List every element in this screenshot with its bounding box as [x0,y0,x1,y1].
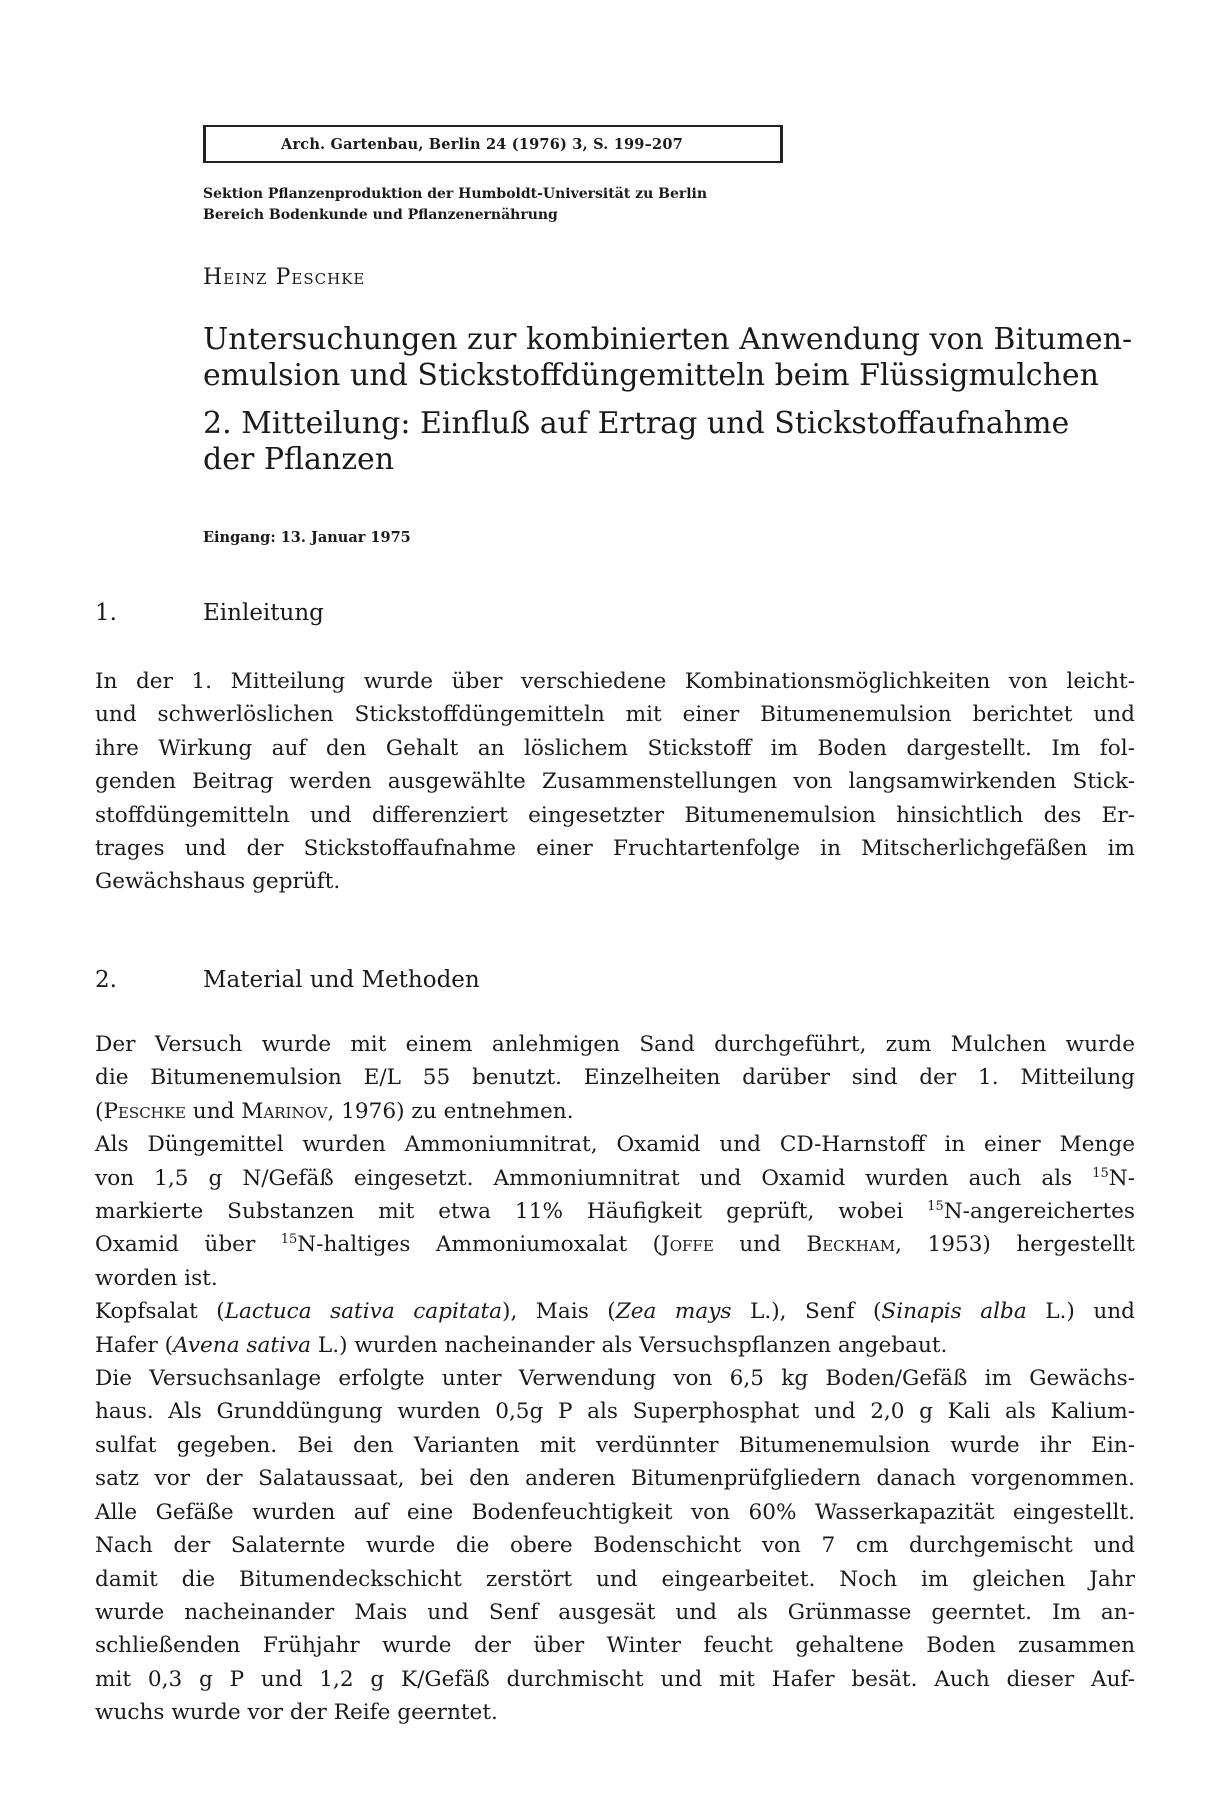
text-line: wuchs wurde vor der Reife geerntet. [95,1700,498,1726]
text-line: damit die Bitumendeckschicht zerstört und eingearbeitet. Noch im gleichen Jahr [95,1566,1135,1592]
text-line: Nach der Salaternte wurde die obere Bodenschicht von 7 cm durchgemischt und [95,1533,1135,1559]
text-line: satz vor der Salataussaat, bei den anderen Bitumenprüfgliedern danach vorgenommen. [95,1466,1135,1492]
text-line: Die Versuchsanlage erfolgte unter Verwendung von 6,5 kg Boden/Gefäß im Gewächs- [95,1366,1135,1392]
affiliation [203,184,707,226]
section-number: 2. [95,967,117,993]
received-date: Eingang: 13. Januar 1975 [203,529,411,546]
text-line: von 1,5 g N/Gefäß eingesetzt. Ammoniumnitrat und Oxamid wurden auch als $^{15}$N- [95,1165,1135,1191]
text-line: Oxamid über $^{15}$N-haltiges Ammoniumoxalat (Joffe und Beckham, 1953) hergestellt [95,1232,1135,1258]
title-line: der Pflanzen [203,442,395,477]
section-heading-einleitung [95,600,324,626]
text-line: sulfat gegeben. Bei den Varianten mit verdünnter Bitumenemulsion wurde ihr Ein- [95,1432,1135,1458]
affiliation-line: Sektion Pflanzenproduktion der Humboldt-Universität zu Berlin [203,186,708,202]
affiliation-line: Bereich Bodenkunde und Pflanzenernährung [203,207,558,223]
text-line: Der Versuch wurde mit einem anlehmigen Sand durchgeführt, zum Mulchen wurde [95,1032,1135,1057]
section-heading-methods [95,967,480,993]
author-name: Heinz Peschke [203,265,366,290]
text-line: Kopfsalat (Lactuca sativa capitata), Mais (Zea mays L.), Senf (Sinapis alba L.) und [95,1299,1135,1325]
section-number: 1. [95,600,117,626]
text-line: und schwerlöslichen Stickstoffdüngemitteln mit einer Bitumenemulsion berichtet und [95,702,1135,728]
text-line: worden ist. [95,1265,218,1291]
text-line: (Peschke und Marinov, 1976) zu entnehmen. [95,1098,574,1124]
text-line: Alle Gefäße wurden auf eine Bodenfeuchtigkeit von 60% Wasserkapazität eingestellt. [95,1499,1135,1525]
journal-citation: Arch. Gartenbau, Berlin 24 (1976) 3, S. 199–207 [281,135,683,153]
paragraph-introduction [95,665,1135,899]
title-line: 2. Mitteilung: Einfluß auf Ertrag und Stickstoffaufnahme [203,406,1070,441]
text-line: Als Düngemittel wurden Ammoniumnitrat, Oxamid und CD-Harnstoff in einer Menge [95,1132,1135,1158]
text-line: genden Beitrag werden ausgewählte Zusammenstellungen von langsamwirkenden Stick- [95,769,1135,795]
paragraph-methods [95,1028,1135,1730]
text-line: markierte Substanzen mit etwa 11% Häufigkeit geprüft, wobei $^{15}$N-angereichertes [95,1199,1135,1225]
journal-citation-box [203,125,783,163]
section-title: Material und Methoden [203,967,480,993]
section-title: Einleitung [203,600,324,626]
paper-title [203,322,1143,478]
title-line: Untersuchungen zur kombinierten Anwendung von Bitumen- [203,322,1133,357]
text-line: Hafer (Avena sativa L.) wurden nacheinander als Versuchspflanzen angebaut. [95,1332,948,1358]
text-line: mit 0,3 g P und 1,2 g K/Gefäß durchmischt und mit Hafer besät. Auch dieser Auf- [95,1666,1135,1692]
text-line: trages und der Stickstoffaufnahme einer Fruchtartenfolge in Mitscherlichgefäßen im [95,836,1135,862]
title-line: emulsion und Stickstoffdüngemitteln beim Flüssigmulchen [203,358,1100,393]
text-line: stoffdüngemitteln und differenziert eingesetzter Bitumenemulsion hinsichtlich des Er- [95,802,1135,828]
text-line: ihre Wirkung auf den Gehalt an löslichem Stickstoff im Boden dargestellt. Im fol- [95,735,1135,761]
text-line: Gewächshaus geprüft. [95,869,341,895]
text-line: wurde nacheinander Mais und Senf ausgesät und als Grünmasse geerntet. Im an- [95,1599,1135,1625]
text-line: In der 1. Mitteilung wurde über verschiedene Kombinationsmöglichkeiten von leicht- [95,669,1135,694]
text-line: haus. Als Grunddüngung wurden 0,5g P als Superphosphat und 2,0 g Kali als Kalium- [95,1399,1135,1425]
text-line: die Bitumenemulsion E/L 55 benutzt. Einzelheiten darüber sind der 1. Mitteilung [95,1065,1135,1091]
text-line: schließenden Frühjahr wurde der über Winter feucht gehaltene Boden zusammen [95,1633,1135,1659]
